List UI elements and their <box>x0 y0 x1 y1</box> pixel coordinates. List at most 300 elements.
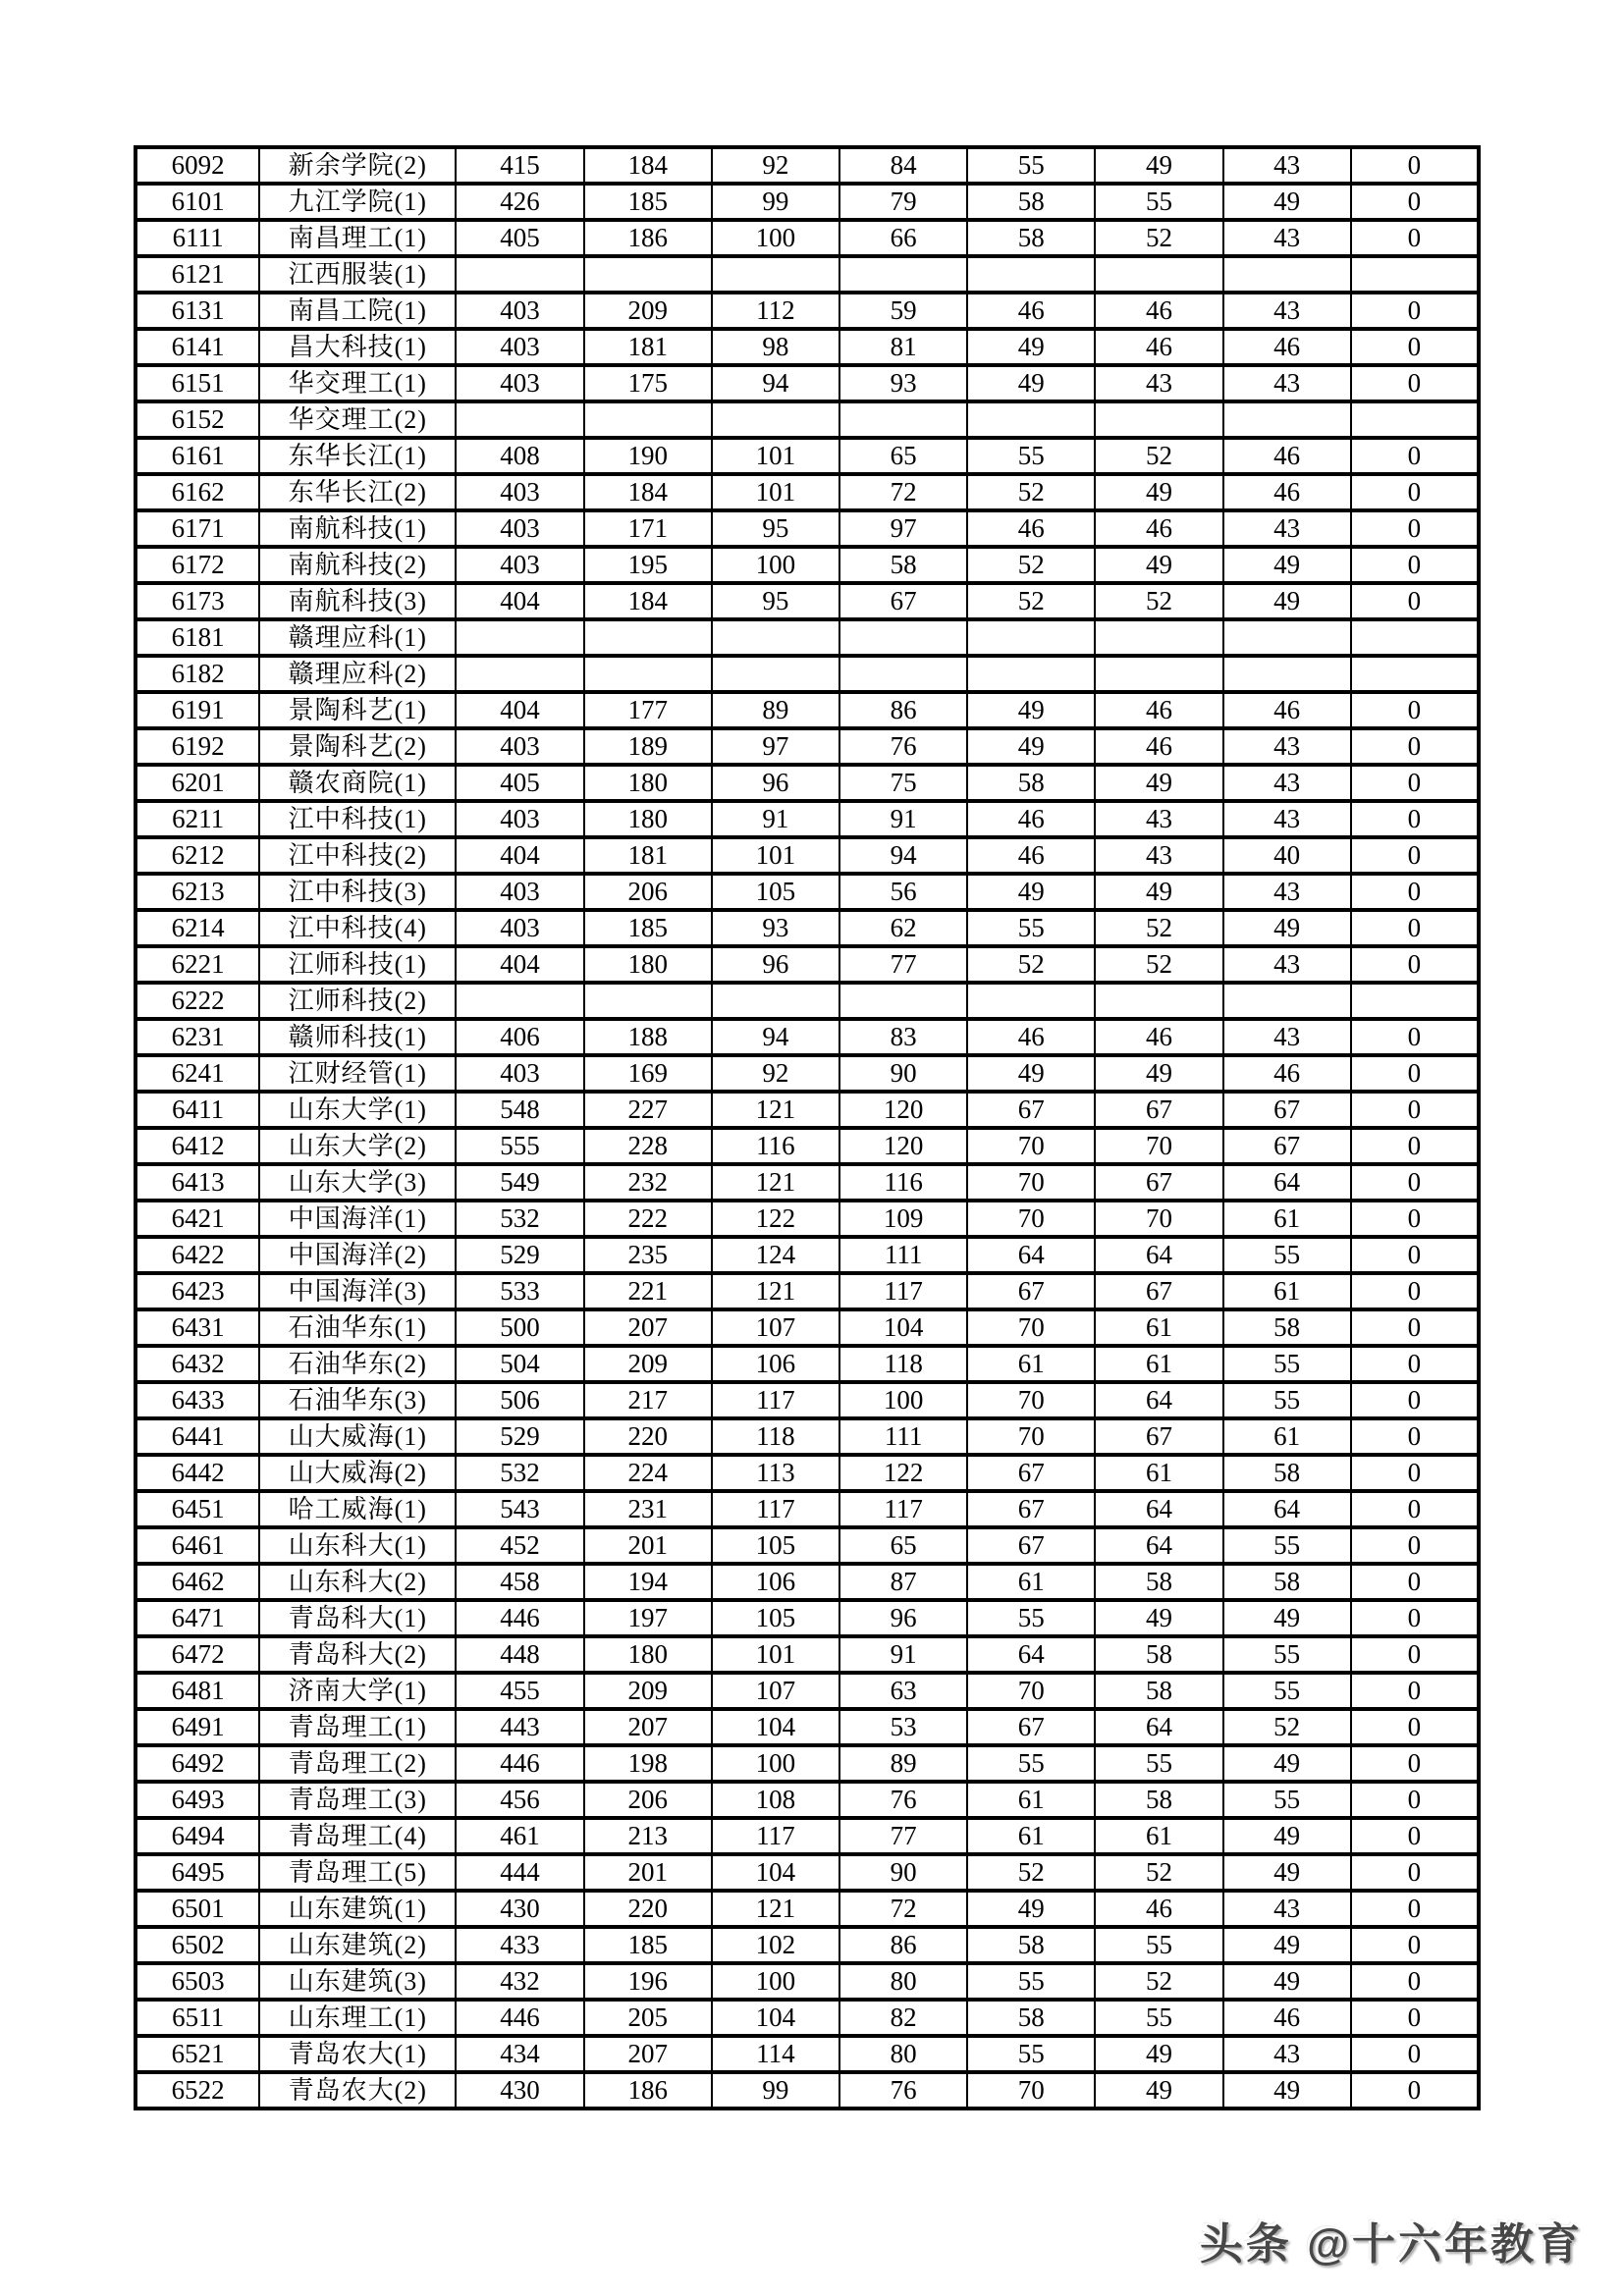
cell-value: 548 <box>456 1092 583 1128</box>
cell-value <box>456 401 583 438</box>
cell-value: 49 <box>967 874 1095 910</box>
cell-value: 92 <box>712 1055 839 1092</box>
cell-value: 408 <box>456 438 583 474</box>
cell-value: 404 <box>456 692 583 728</box>
cell-value: 46 <box>1095 329 1222 365</box>
table-row <box>135 329 1479 365</box>
table-row <box>135 1854 1479 1891</box>
cell-value: 169 <box>584 1055 712 1092</box>
cell-value: 549 <box>456 1164 583 1201</box>
cell-value <box>1095 619 1222 656</box>
cell-value: 228 <box>584 1128 712 1164</box>
cell-value: 77 <box>839 1818 967 1854</box>
cell-value <box>1351 256 1479 293</box>
cell-value <box>1223 656 1351 692</box>
cell-value: 117 <box>712 1818 839 1854</box>
cell-code: 6411 <box>135 1092 259 1128</box>
cell-school: 南昌工院(1) <box>259 293 456 329</box>
cell-value: 98 <box>712 329 839 365</box>
cell-value: 64 <box>1095 1709 1222 1745</box>
scores-table <box>134 145 1481 2110</box>
cell-value: 0 <box>1351 1854 1479 1891</box>
cell-code: 6413 <box>135 1164 259 1201</box>
cell-value: 49 <box>1223 1818 1351 1854</box>
cell-value: 58 <box>967 2000 1095 2036</box>
cell-value: 52 <box>1095 910 1222 946</box>
cell-school: 石油华东(2) <box>259 1346 456 1382</box>
cell-value: 430 <box>456 2072 583 2109</box>
cell-value: 0 <box>1351 1273 1479 1309</box>
cell-value: 56 <box>839 874 967 910</box>
cell-value <box>839 619 967 656</box>
table-row <box>135 1201 1479 1237</box>
cell-value: 43 <box>1095 801 1222 837</box>
table-row <box>135 1309 1479 1346</box>
cell-value: 0 <box>1351 1673 1479 1709</box>
cell-value: 121 <box>712 1891 839 1927</box>
cell-value: 0 <box>1351 1309 1479 1346</box>
cell-value: 184 <box>584 147 712 184</box>
cell-value: 90 <box>839 1854 967 1891</box>
cell-value: 70 <box>967 1309 1095 1346</box>
cell-code: 6222 <box>135 983 259 1019</box>
table-row <box>135 1019 1479 1055</box>
cell-code: 6502 <box>135 1927 259 1963</box>
cell-value: 67 <box>1095 1273 1222 1309</box>
cell-value: 46 <box>967 801 1095 837</box>
cell-value: 0 <box>1351 1963 1479 2000</box>
cell-value: 189 <box>584 728 712 765</box>
cell-value: 96 <box>839 1600 967 1636</box>
cell-value: 43 <box>1223 728 1351 765</box>
cell-value <box>584 983 712 1019</box>
cell-value: 49 <box>967 1891 1095 1927</box>
cell-school: 青岛科大(2) <box>259 1636 456 1673</box>
cell-value: 46 <box>1095 510 1222 547</box>
table-row <box>135 1891 1479 1927</box>
cell-value: 106 <box>712 1346 839 1382</box>
cell-value: 196 <box>584 1963 712 2000</box>
cell-value: 67 <box>1223 1092 1351 1128</box>
cell-value: 118 <box>712 1418 839 1455</box>
cell-value: 201 <box>584 1527 712 1564</box>
cell-value: 0 <box>1351 692 1479 728</box>
cell-value: 62 <box>839 910 967 946</box>
cell-value: 455 <box>456 1673 583 1709</box>
cell-value: 0 <box>1351 910 1479 946</box>
table-row <box>135 474 1479 510</box>
cell-value <box>1351 401 1479 438</box>
cell-value: 0 <box>1351 2000 1479 2036</box>
cell-value: 95 <box>712 583 839 619</box>
cell-value: 222 <box>584 1201 712 1237</box>
cell-value: 46 <box>1095 1891 1222 1927</box>
table-row <box>135 220 1479 256</box>
cell-value: 104 <box>712 1854 839 1891</box>
cell-school: 江师科技(1) <box>259 946 456 983</box>
cell-value: 46 <box>1095 728 1222 765</box>
table-row <box>135 765 1479 801</box>
cell-value: 43 <box>1223 293 1351 329</box>
cell-value: 55 <box>967 438 1095 474</box>
cell-value: 117 <box>839 1491 967 1527</box>
table-row <box>135 1673 1479 1709</box>
cell-value: 0 <box>1351 1201 1479 1237</box>
cell-value: 96 <box>712 946 839 983</box>
cell-value: 105 <box>712 874 839 910</box>
cell-value: 61 <box>967 1564 1095 1600</box>
cell-value: 70 <box>967 2072 1095 2109</box>
cell-school: 济南大学(1) <box>259 1673 456 1709</box>
cell-value: 55 <box>967 1745 1095 1782</box>
cell-school: 南航科技(1) <box>259 510 456 547</box>
cell-value: 49 <box>1095 765 1222 801</box>
cell-value: 443 <box>456 1709 583 1745</box>
table-row <box>135 1055 1479 1092</box>
cell-value: 404 <box>456 837 583 874</box>
cell-value: 43 <box>1223 510 1351 547</box>
cell-value: 100 <box>712 220 839 256</box>
cell-value: 64 <box>1095 1382 1222 1418</box>
table-row <box>135 1346 1479 1382</box>
cell-school: 青岛理工(3) <box>259 1782 456 1818</box>
cell-value: 121 <box>712 1273 839 1309</box>
cell-code: 6162 <box>135 474 259 510</box>
cell-value: 64 <box>1223 1491 1351 1527</box>
cell-value: 529 <box>456 1418 583 1455</box>
cell-value: 101 <box>712 474 839 510</box>
cell-value <box>1223 401 1351 438</box>
cell-value: 64 <box>1223 1164 1351 1201</box>
cell-value: 52 <box>1095 1854 1222 1891</box>
cell-value: 0 <box>1351 1527 1479 1564</box>
table-row <box>135 256 1479 293</box>
cell-value: 181 <box>584 837 712 874</box>
cell-school: 青岛理工(2) <box>259 1745 456 1782</box>
cell-value: 500 <box>456 1309 583 1346</box>
cell-value: 86 <box>839 692 967 728</box>
cell-value: 180 <box>584 765 712 801</box>
cell-school: 江中科技(1) <box>259 801 456 837</box>
table-row <box>135 983 1479 1019</box>
cell-value: 55 <box>1223 1636 1351 1673</box>
cell-value <box>967 256 1095 293</box>
cell-value: 61 <box>1095 1455 1222 1491</box>
cell-value: 43 <box>1223 365 1351 401</box>
cell-value: 403 <box>456 329 583 365</box>
cell-value: 64 <box>1095 1491 1222 1527</box>
cell-value: 83 <box>839 1019 967 1055</box>
cell-code: 6451 <box>135 1491 259 1527</box>
cell-value: 207 <box>584 1709 712 1745</box>
cell-value <box>839 656 967 692</box>
table-row <box>135 1636 1479 1673</box>
cell-school: 景陶科艺(2) <box>259 728 456 765</box>
cell-value: 55 <box>1223 1527 1351 1564</box>
cell-value <box>712 983 839 1019</box>
cell-value: 532 <box>456 1201 583 1237</box>
cell-code: 6101 <box>135 184 259 220</box>
cell-value: 97 <box>712 728 839 765</box>
cell-value: 55 <box>967 1963 1095 2000</box>
cell-value: 0 <box>1351 1164 1479 1201</box>
cell-value: 52 <box>967 547 1095 583</box>
table-row <box>135 1237 1479 1273</box>
cell-value: 49 <box>1095 2036 1222 2072</box>
cell-value: 207 <box>584 1309 712 1346</box>
cell-value: 76 <box>839 2072 967 2109</box>
table-row <box>135 1600 1479 1636</box>
cell-value: 58 <box>967 765 1095 801</box>
cell-value: 52 <box>967 474 1095 510</box>
cell-school: 景陶科艺(1) <box>259 692 456 728</box>
cell-value: 403 <box>456 728 583 765</box>
cell-value: 404 <box>456 946 583 983</box>
cell-school: 山东大学(3) <box>259 1164 456 1201</box>
cell-value: 0 <box>1351 1564 1479 1600</box>
cell-value: 100 <box>839 1382 967 1418</box>
cell-value: 53 <box>839 1709 967 1745</box>
cell-school: 山东建筑(1) <box>259 1891 456 1927</box>
cell-school: 江西服装(1) <box>259 256 456 293</box>
cell-value: 0 <box>1351 1491 1479 1527</box>
cell-value: 403 <box>456 801 583 837</box>
cell-value <box>839 256 967 293</box>
cell-value: 49 <box>1223 547 1351 583</box>
cell-value: 118 <box>839 1346 967 1382</box>
cell-value: 532 <box>456 1455 583 1491</box>
cell-value <box>584 256 712 293</box>
cell-value: 49 <box>1223 910 1351 946</box>
cell-value <box>712 656 839 692</box>
cell-school: 青岛农大(2) <box>259 2072 456 2109</box>
cell-value: 49 <box>1095 147 1222 184</box>
cell-value: 446 <box>456 1600 583 1636</box>
cell-value: 93 <box>839 365 967 401</box>
cell-value: 52 <box>1095 438 1222 474</box>
cell-value: 426 <box>456 184 583 220</box>
cell-value: 99 <box>712 184 839 220</box>
cell-value: 122 <box>712 1201 839 1237</box>
cell-code: 6241 <box>135 1055 259 1092</box>
cell-value: 49 <box>1223 1927 1351 1963</box>
cell-value: 102 <box>712 1927 839 1963</box>
cell-value <box>456 256 583 293</box>
cell-value: 55 <box>1223 1382 1351 1418</box>
cell-code: 6192 <box>135 728 259 765</box>
cell-school: 山东建筑(2) <box>259 1927 456 1963</box>
cell-value: 49 <box>967 692 1095 728</box>
cell-value <box>967 983 1095 1019</box>
cell-value: 55 <box>1095 1927 1222 1963</box>
table-row <box>135 1709 1479 1745</box>
cell-value <box>712 401 839 438</box>
cell-value: 180 <box>584 946 712 983</box>
cell-value: 67 <box>839 583 967 619</box>
cell-value: 0 <box>1351 1636 1479 1673</box>
table-row <box>135 147 1479 184</box>
cell-value: 533 <box>456 1273 583 1309</box>
cell-value: 46 <box>1095 1019 1222 1055</box>
cell-value: 46 <box>1095 293 1222 329</box>
cell-value: 52 <box>1095 583 1222 619</box>
cell-value: 67 <box>967 1273 1095 1309</box>
cell-value <box>1223 983 1351 1019</box>
cell-school: 新余学院(2) <box>259 147 456 184</box>
cell-value: 58 <box>1223 1564 1351 1600</box>
cell-school: 山大威海(1) <box>259 1418 456 1455</box>
cell-value <box>1351 619 1479 656</box>
cell-value: 49 <box>1223 2072 1351 2109</box>
cell-value: 43 <box>1223 801 1351 837</box>
cell-code: 6511 <box>135 2000 259 2036</box>
cell-value: 70 <box>967 1382 1095 1418</box>
cell-value: 94 <box>712 1019 839 1055</box>
cell-value: 235 <box>584 1237 712 1273</box>
cell-value: 55 <box>1223 1673 1351 1709</box>
cell-value: 49 <box>1095 2072 1222 2109</box>
table-body <box>135 147 1479 2109</box>
table-row <box>135 910 1479 946</box>
cell-value: 55 <box>967 147 1095 184</box>
cell-value: 403 <box>456 1055 583 1092</box>
cell-value: 67 <box>1095 1092 1222 1128</box>
cell-value: 84 <box>839 147 967 184</box>
cell-value: 82 <box>839 2000 967 2036</box>
cell-value: 46 <box>1095 692 1222 728</box>
cell-value: 175 <box>584 365 712 401</box>
cell-value: 452 <box>456 1527 583 1564</box>
cell-value: 43 <box>1223 1019 1351 1055</box>
cell-value: 67 <box>1095 1164 1222 1201</box>
cell-value: 185 <box>584 1927 712 1963</box>
table-row <box>135 1164 1479 1201</box>
cell-school: 南航科技(3) <box>259 583 456 619</box>
cell-school: 石油华东(1) <box>259 1309 456 1346</box>
cell-value: 112 <box>712 293 839 329</box>
cell-value: 403 <box>456 547 583 583</box>
cell-value: 100 <box>712 547 839 583</box>
cell-code: 6493 <box>135 1782 259 1818</box>
cell-value: 55 <box>1223 1782 1351 1818</box>
cell-value: 70 <box>967 1128 1095 1164</box>
cell-value: 201 <box>584 1854 712 1891</box>
cell-value: 52 <box>1095 1963 1222 2000</box>
table-row <box>135 1927 1479 1963</box>
cell-school: 东华长江(2) <box>259 474 456 510</box>
cell-value: 403 <box>456 474 583 510</box>
cell-value: 46 <box>967 837 1095 874</box>
cell-value: 61 <box>1223 1201 1351 1237</box>
cell-value: 55 <box>1223 1346 1351 1382</box>
cell-code: 6173 <box>135 583 259 619</box>
table-row <box>135 874 1479 910</box>
cell-value: 198 <box>584 1745 712 1782</box>
cell-value: 46 <box>1223 474 1351 510</box>
cell-value: 0 <box>1351 2036 1479 2072</box>
cell-value: 43 <box>1223 946 1351 983</box>
table-row <box>135 583 1479 619</box>
cell-school: 山东科大(1) <box>259 1527 456 1564</box>
cell-value: 58 <box>1095 1673 1222 1709</box>
cell-value: 58 <box>1095 1782 1222 1818</box>
cell-code: 6471 <box>135 1600 259 1636</box>
cell-value: 0 <box>1351 1382 1479 1418</box>
cell-value: 232 <box>584 1164 712 1201</box>
cell-school: 赣农商院(1) <box>259 765 456 801</box>
table-row <box>135 510 1479 547</box>
cell-value: 433 <box>456 1927 583 1963</box>
cell-value: 58 <box>967 1927 1095 1963</box>
cell-code: 6161 <box>135 438 259 474</box>
cell-value: 49 <box>1095 1600 1222 1636</box>
cell-value: 121 <box>712 1092 839 1128</box>
table-row <box>135 837 1479 874</box>
cell-school: 昌大科技(1) <box>259 329 456 365</box>
table-row <box>135 1418 1479 1455</box>
cell-code: 6412 <box>135 1128 259 1164</box>
cell-value: 90 <box>839 1055 967 1092</box>
cell-school: 山东科大(2) <box>259 1564 456 1600</box>
cell-value <box>839 983 967 1019</box>
table-row <box>135 1963 1479 2000</box>
cell-value: 49 <box>1095 474 1222 510</box>
table-row <box>135 401 1479 438</box>
cell-value: 0 <box>1351 728 1479 765</box>
cell-value: 61 <box>1095 1818 1222 1854</box>
cell-value: 63 <box>839 1673 967 1709</box>
cell-value: 190 <box>584 438 712 474</box>
cell-value: 0 <box>1351 474 1479 510</box>
cell-value: 70 <box>967 1201 1095 1237</box>
cell-value: 61 <box>1095 1346 1222 1382</box>
cell-value: 231 <box>584 1491 712 1527</box>
cell-value: 206 <box>584 874 712 910</box>
cell-value: 403 <box>456 293 583 329</box>
cell-value: 195 <box>584 547 712 583</box>
table-row <box>135 1273 1479 1309</box>
cell-value <box>584 401 712 438</box>
cell-value: 61 <box>1095 1309 1222 1346</box>
cell-value: 0 <box>1351 1709 1479 1745</box>
cell-value: 43 <box>1223 220 1351 256</box>
cell-value <box>1223 619 1351 656</box>
cell-value: 205 <box>584 2000 712 2036</box>
cell-value <box>1095 401 1222 438</box>
cell-value: 104 <box>839 1309 967 1346</box>
cell-value: 105 <box>712 1527 839 1564</box>
cell-value: 80 <box>839 1963 967 2000</box>
cell-value: 217 <box>584 1382 712 1418</box>
cell-value: 58 <box>967 184 1095 220</box>
cell-value: 94 <box>839 837 967 874</box>
cell-code: 6152 <box>135 401 259 438</box>
cell-value: 458 <box>456 1564 583 1600</box>
cell-value: 209 <box>584 1346 712 1382</box>
cell-value: 224 <box>584 1455 712 1491</box>
cell-code: 6214 <box>135 910 259 946</box>
cell-code: 6431 <box>135 1309 259 1346</box>
cell-value: 61 <box>967 1346 1095 1382</box>
cell-value: 49 <box>1223 1854 1351 1891</box>
cell-value: 59 <box>839 293 967 329</box>
cell-value: 64 <box>1095 1237 1222 1273</box>
cell-value: 0 <box>1351 765 1479 801</box>
cell-value: 120 <box>839 1092 967 1128</box>
cell-value: 194 <box>584 1564 712 1600</box>
table-row <box>135 365 1479 401</box>
cell-value: 89 <box>839 1745 967 1782</box>
